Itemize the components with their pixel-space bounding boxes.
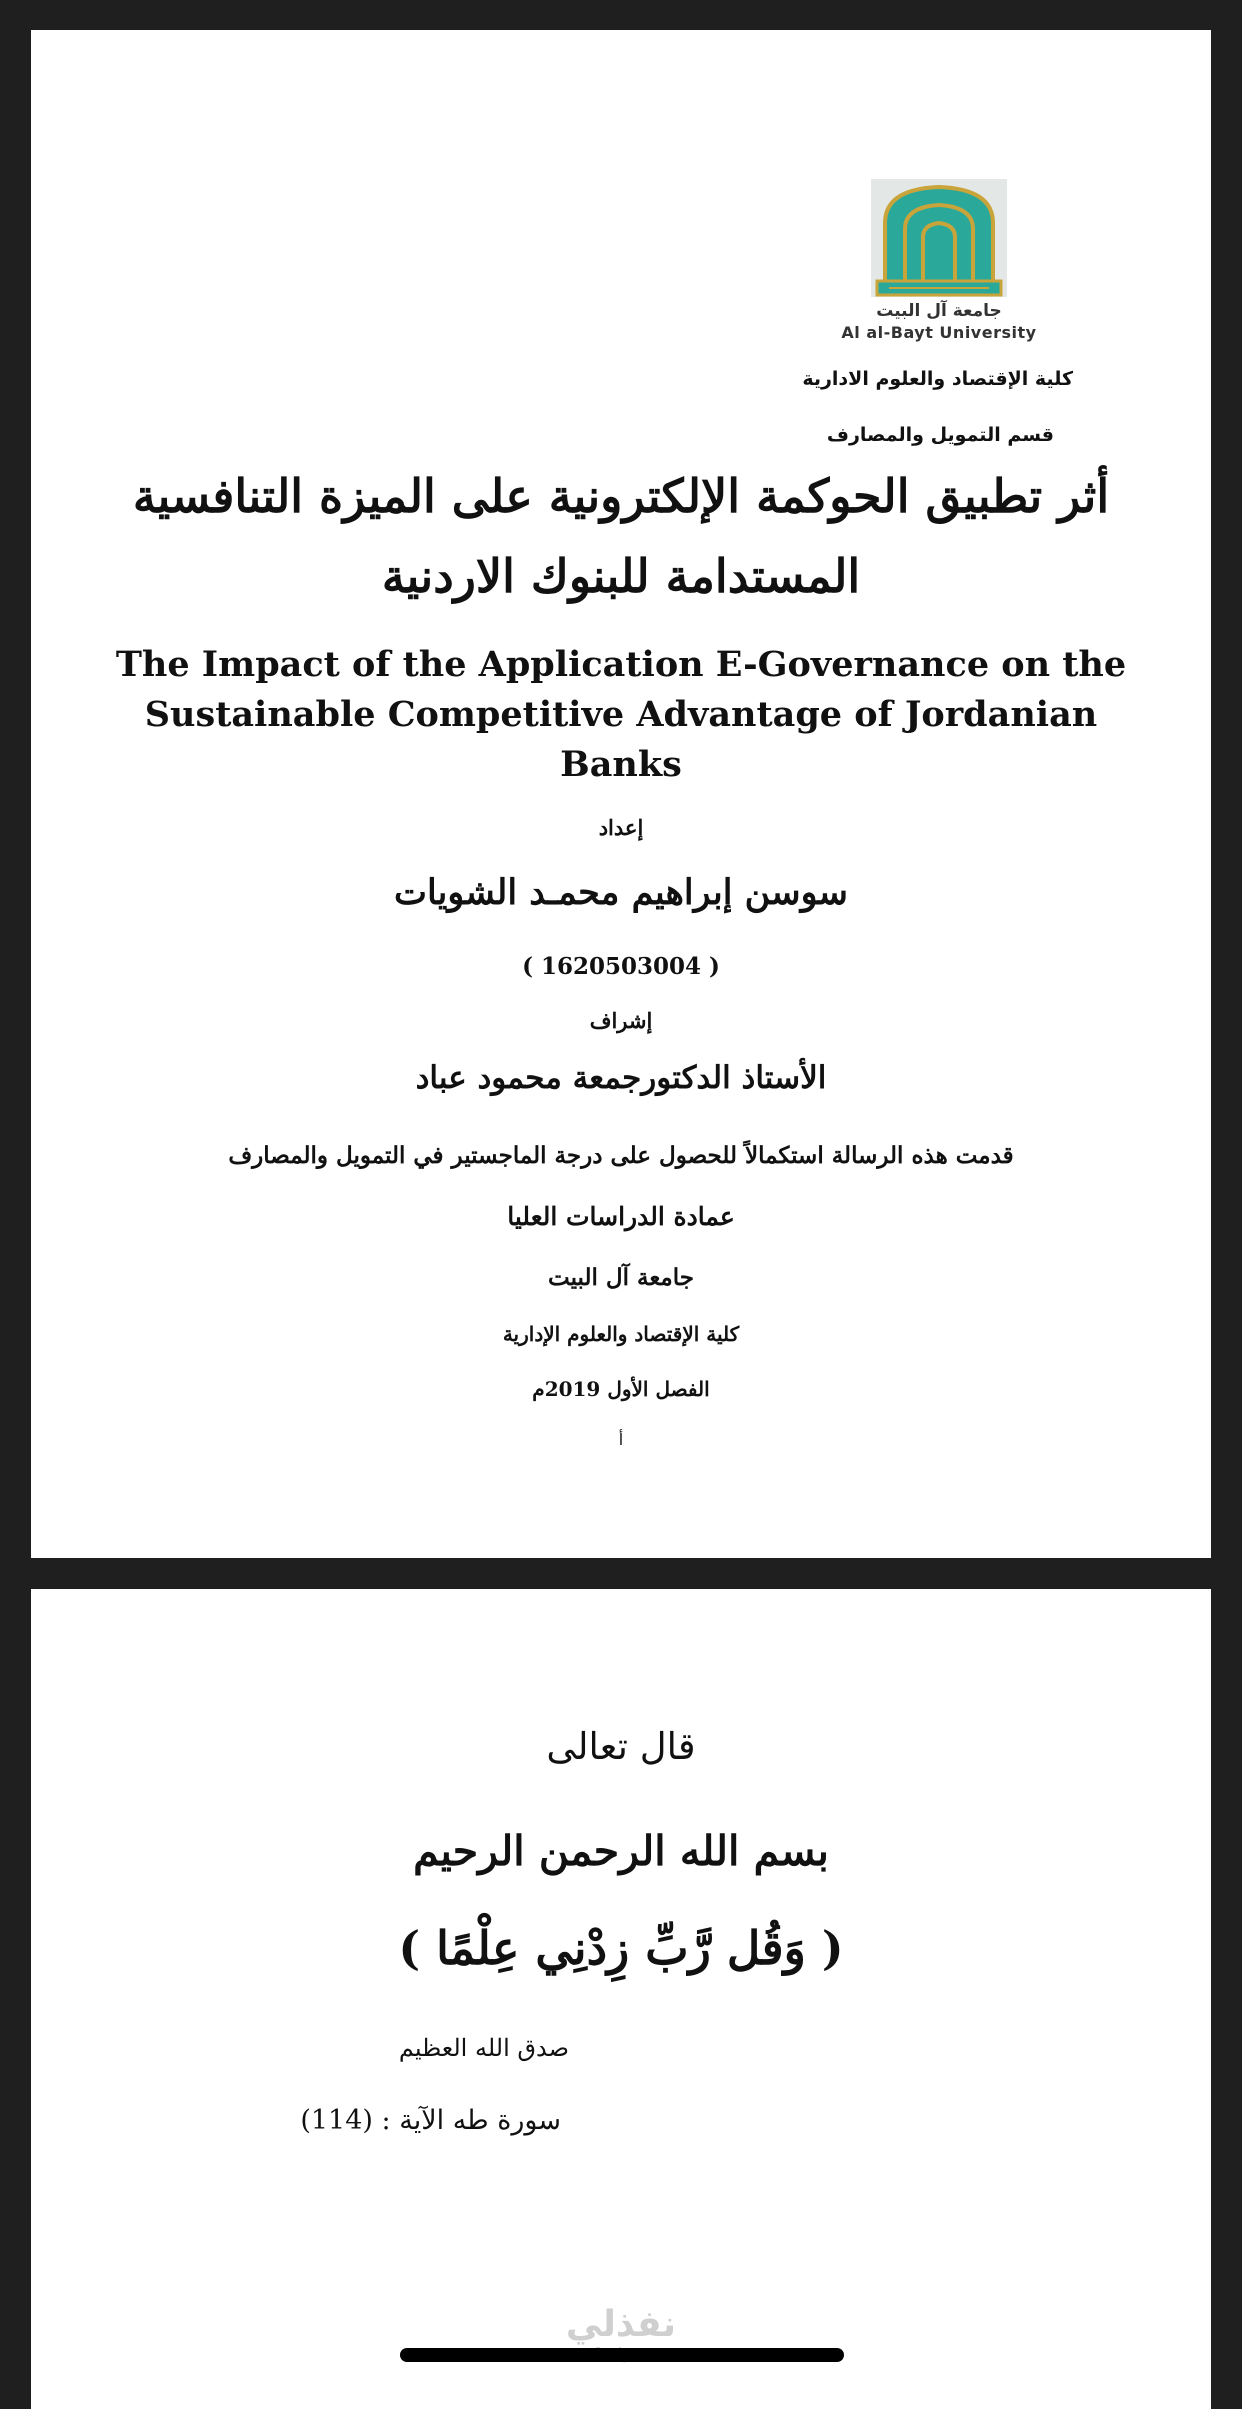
- surah-reference: سورة طه الآية : (114): [300, 2105, 561, 2136]
- thesis-title-english-line-2: Sustainable Competitive Advantage of Jordanian: [144, 694, 1098, 735]
- watermark-arabic: نفذلي: [565, 2304, 677, 2345]
- thesis-title-english-line-1: The Impact of the Application E-Governance on the: [115, 644, 1127, 685]
- deanship-name: عمادة الدراسات العليا: [507, 1202, 735, 1231]
- university-name: جامعة آل البيت: [548, 1264, 694, 1291]
- faculty-footer: كلية الإقتصاد والعلوم الإدارية: [502, 1322, 740, 1346]
- department-name: قسم التمويل والمصارف: [826, 424, 1054, 446]
- verse-page: [31, 1589, 1211, 2409]
- author-name: سوسن إبراهيم محمـد الشويات: [394, 872, 848, 913]
- thesis-title-arabic-line-2: المستدامة للبنوك الاردنية: [381, 549, 861, 603]
- submission-statement: قدمت هذه الرسالة استكمالاً للحصول على درجة الماجستير في التمويل والمصارف: [228, 1142, 1014, 1169]
- basmala: بسم الله الرحمن الرحيم: [413, 1827, 829, 1875]
- logo-arabic-name: جامعة آل البيت: [876, 301, 1002, 321]
- university-logo: [839, 173, 1039, 373]
- thesis-title-english-line-3: Banks: [560, 744, 682, 785]
- student-id: ( 1620503004 ): [522, 953, 720, 980]
- supervisor-name: الأستاذ الدكتورجمعة محمود عباد: [415, 1060, 827, 1096]
- verse-intro: قال تعالى: [546, 1725, 696, 1768]
- supervision-label: إشراف: [589, 1008, 653, 1033]
- university-emblem-icon: [839, 173, 1039, 299]
- semester-date: الفصل الأول 2019م: [532, 1377, 710, 1401]
- faculty-name: كلية الإقتصاد والعلوم الادارية: [802, 368, 1073, 390]
- thesis-title-arabic-line-1: أثر تطبيق الحوكمة الإلكترونية على الميزة التنافسية: [132, 469, 1110, 523]
- closing-phrase: صدق الله العظيم: [398, 2034, 569, 2062]
- page-number: أ: [618, 1430, 624, 1449]
- logo-english-name: Al al-Bayt University: [841, 323, 1037, 342]
- cover-page: [31, 30, 1211, 1558]
- home-indicator[interactable]: [400, 2348, 844, 2362]
- quran-verse: ( وَقُل رَّبِّ زِدْنِي عِلْمًا ): [398, 1921, 844, 1975]
- prepared-by-label: إعداد: [598, 815, 644, 840]
